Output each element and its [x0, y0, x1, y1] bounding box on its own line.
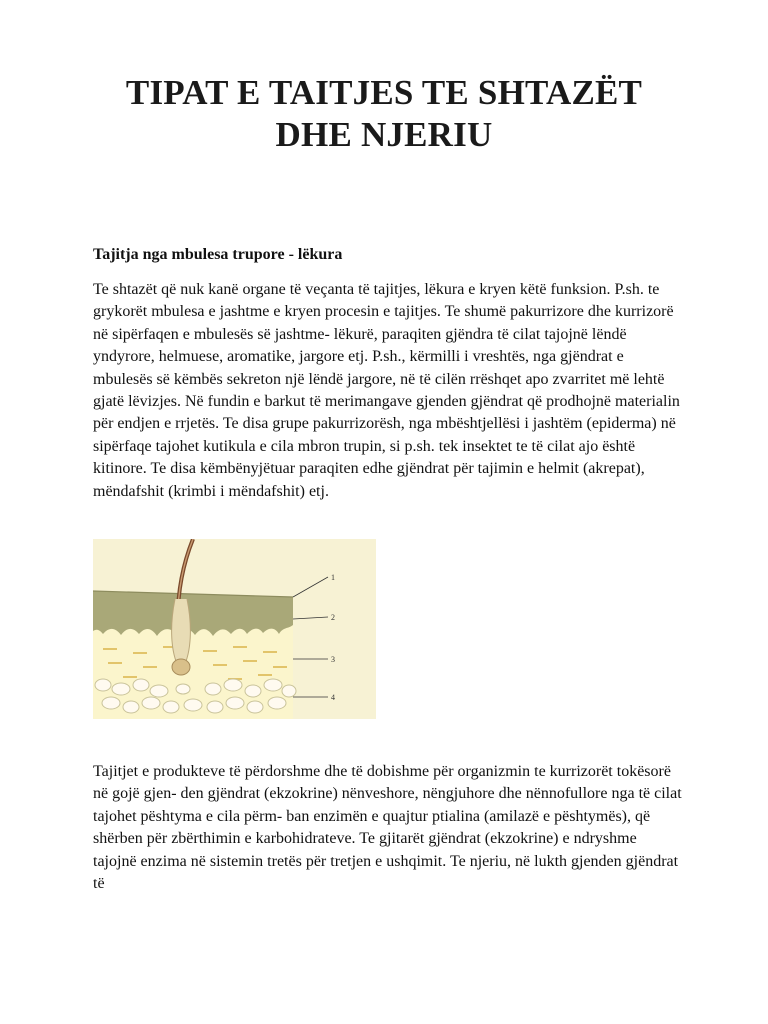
title-line-1: TIPAT E TAITJES TE SHTAZËT: [125, 73, 643, 112]
hair-bulb: [172, 659, 190, 675]
page-title: [60, 72, 708, 156]
section-heading: Tajitja nga mbulesa trupore - lëkura: [93, 246, 343, 263]
title-line-2: DHE NJERIU: [275, 115, 493, 154]
label-3: 3: [331, 655, 335, 664]
label-1: 1: [331, 573, 335, 582]
skin-diagram: [93, 539, 376, 719]
label-2: 2: [331, 613, 335, 622]
label-4: 4: [331, 693, 335, 702]
paragraph-2: Tajitjet e produkteve të përdorshme dhe të dobishme për organizmin te kurrizorët tokësorë në gojë gjen- den gjëndrat (ekzokrine) nënveshore, nëngjuhore dhe nënnofullore nga të cilat tajohet pështyma e cila përm- ban enzimën e quajtur ptialina (amilazë e pështymës), që shërben për zbërthimin e karbohidrateve. Te gjitarët gjëndrat (ekzokrine) e ndryshme tajojnë enzima në sistemin tretës për tretjen e ushqimit. Te njeriu, në lukth gjenden gjëndrat të: [93, 763, 682, 893]
paragraph-1: Te shtazët që nuk kanë organe të veçanta të tajitjes, lëkura e kryen këtë funksion. P.sh. te grykorët mbulesa e jashtme e kryen procesin e tajitjes. Te shumë pakurrizore dhe kurrizorë në sipërfaqen e mbulesës së jashtme- lëkurë, paraqiten gjëndra të cilat tajojnë lëndë yndyrore, helmuese, aromatike, jargore etj. P.sh., kërmilli i vreshtës, nga gjëndrat e mbulesës së këmbës sekreton një lëndë jargore, në të cilën rrëshqet apo zvarritet më lehtë gjatë lëvizjes. Në fundin e barkut të merimangave gjenden gjëndrat që prodhojnë materialin për endjen e rrjetës. Te disa grupe pakurrizorësh, nga mbështjellësi i jashtëm (epiderma) në sipërfaqe tajohet kutikula e cila mbron trupin, si p.sh. tek insektet te të cilat ajo është kitinore. Te disa këmbënyjëtuar paraqiten edhe gjëndrat për tajimin e helmit (akrepat), mëndafshit (krimbi i mëndafshit) etj.: [93, 281, 680, 500]
epidermis-layer: [93, 591, 293, 636]
